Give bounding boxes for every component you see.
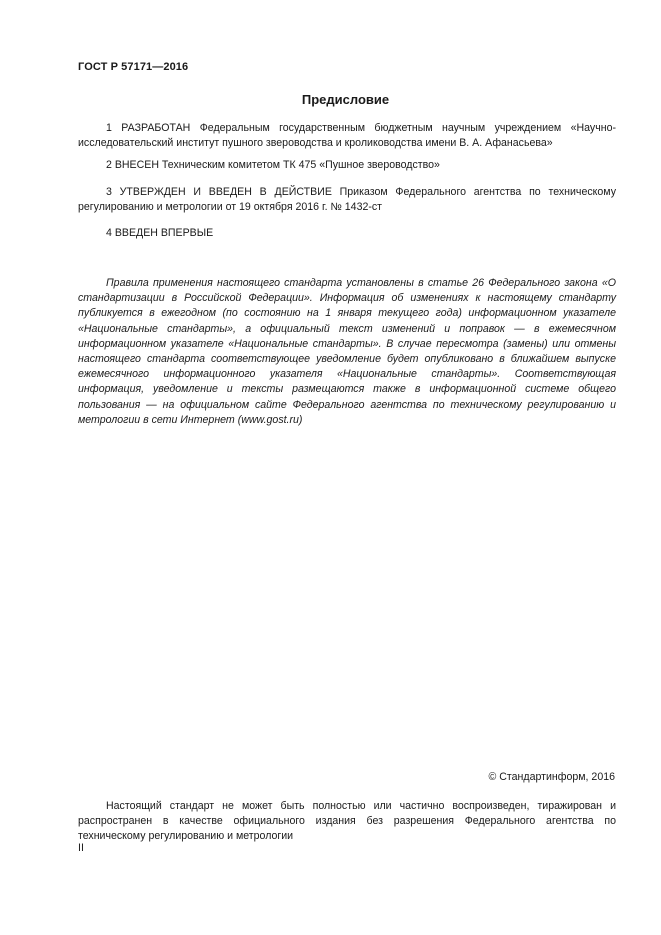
foreword-item-approved: 3 УТВЕРЖДЕН И ВВЕДЕН В ДЕЙСТВИЕ Приказом Федерального агентства по техническому регулированию и метрологии от 19 октября 2016 г. № 1432-ст xyxy=(78,186,616,213)
reproduction-notice: Настоящий стандарт не может быть полностью или частично воспроизведен, тиражирован и распространен в качестве официального издания без разрешения Федерального агентства по техническому регулированию и метрологии xyxy=(78,800,616,842)
document-code: ГОСТ Р 57171—2016 xyxy=(78,61,189,73)
copyright-line: © Стандартинформ, 2016 xyxy=(488,771,615,783)
foreword-item-developed: 1 РАЗРАБОТАН Федеральным государственным бюджетным научным учреждением «Научно-исследовательский институт пушного звероводства и кролиководства имени В. А. Афанасьева» xyxy=(78,122,616,149)
foreword-item-introduced: 2 ВНЕСЕН Техническим комитетом ТК 475 «Пушное звероводство» xyxy=(106,159,440,171)
page-number: II xyxy=(78,842,84,854)
foreword-title: Предисловие xyxy=(301,92,390,107)
foreword-item-first-introduced: 4 ВВЕДЕН ВПЕРВЫЕ xyxy=(106,227,214,239)
standard-application-notice: Правила применения настоящего стандарта установлены в статье 26 Федерального закона «О стандартизации в Российской Федерации». Информация об изменениях к настоящему стандарту публикуется в ежегодном (по состоянию на 1 января текущего года) информационном указателе «Национальные стандарты», а официальный текст изменений и поправок — в ежемесячном информационном указателе «Национальные стандарты». В случае пересмотра (замены) или отмены настоящего стандарта соответствующее уведомление будет опубликовано в ближайшем выпуске ежемесячного информационного указателя «Национальные стандарты». Соответствующая информация, уведомление и тексты размещаются также в информационной системе общего пользования — на официальном сайте Федерального агентства по техническому регулированию и метрологии в сети Интернет (www.gost.ru) xyxy=(78,277,616,426)
